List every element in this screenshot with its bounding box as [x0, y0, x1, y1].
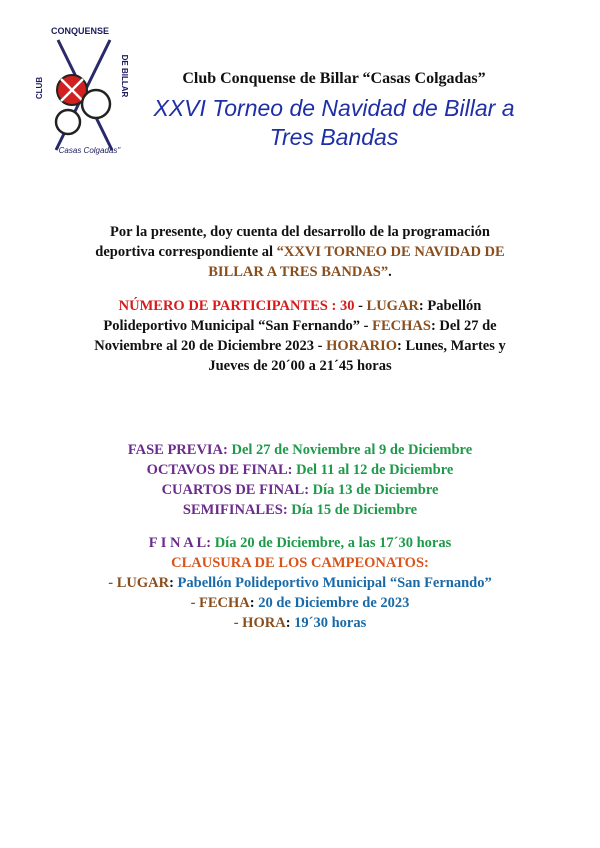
phase-dates: Día 13 de Diciembre [309, 482, 439, 498]
separator: - [314, 338, 327, 354]
intro-tournament-name: “XXVI TORNEO DE NAVIDAD DE [276, 244, 505, 260]
horario-label: HORARIO [326, 338, 397, 354]
closing-hora-value: 19´30 horas [294, 615, 367, 631]
closing-lugar-label: - LUGAR [108, 575, 170, 591]
closing-lugar-row [40, 573, 560, 593]
phase-row [40, 460, 560, 480]
intro-period: . [388, 264, 392, 280]
white-ball-icon [56, 110, 80, 134]
phase-label: FASE PREVIA: [127, 442, 228, 458]
logo-bottom-text: "Casas Colgadas" [55, 146, 121, 155]
final-value: Día 20 de Diciembre, a las 17´30 horas [211, 535, 452, 551]
closing-fecha-label: - FECHA [190, 595, 250, 611]
colon: : [249, 595, 259, 611]
phase-dates: Del 11 al 12 de Diciembre [292, 462, 454, 478]
closing-fecha-value: 20 de Diciembre de 2023 [258, 595, 410, 611]
phases-schedule [40, 440, 560, 520]
club-name: Club Conquense de Billar “Casas Colgadas” [182, 70, 486, 87]
final-label: F I N A L: [148, 535, 212, 551]
fechas-value: : Del 27 de [430, 318, 497, 334]
horario-value-cont: Jueves de 20´00 a 21´45 horas [208, 358, 392, 374]
tournament-title [134, 94, 534, 152]
logo-right-text: DE BILLAR [120, 54, 129, 98]
phase-label: CUARTOS DE FINAL: [161, 482, 310, 498]
lugar-value: : Pabellón [418, 298, 482, 314]
phase-dates: Día 15 de Diciembre [287, 502, 418, 518]
logo-left-text: CLUB [35, 76, 44, 100]
final-row [40, 533, 560, 553]
closing-hora-row [40, 613, 560, 633]
colon: : [169, 575, 178, 591]
tournament-title-line2: Tres Bandas [269, 124, 399, 150]
intro-tournament-name-cont: BILLAR A TRES BANDAS” [208, 264, 389, 280]
tournament-details [40, 296, 560, 376]
logo-top-text: CONQUENSE [50, 26, 110, 36]
phase-row [40, 500, 560, 520]
phase-label: OCTAVOS DE FINAL: [146, 462, 293, 478]
lugar-value-cont: Polideportivo Municipal “San Fernando” [103, 318, 361, 334]
club-logo [30, 18, 134, 158]
phase-label: SEMIFINALES: [182, 502, 288, 518]
final-and-closing [40, 533, 560, 633]
colon: : [285, 615, 295, 631]
participants-value: 30 [339, 298, 355, 314]
closing-title: CLAUSURA DE LOS CAMPEONATOS: [171, 555, 429, 571]
separator: - [354, 298, 367, 314]
closing-hora-label: - HORA [233, 615, 286, 631]
fechas-label: FECHAS [372, 318, 431, 334]
phase-dates: Del 27 de Noviembre al 9 de Diciembre [227, 442, 473, 458]
tournament-title-line1: XXVI Torneo de Navidad de Billar a [153, 95, 515, 121]
fechas-value-cont: Noviembre al 20 de Diciembre 2023 [94, 338, 314, 354]
phase-row [40, 440, 560, 460]
closing-fecha-row [40, 593, 560, 613]
participants-label: NÚMERO DE PARTICIPANTES : [118, 298, 340, 314]
horario-value: : Lunes, Martes y [397, 338, 506, 354]
white-ball-icon [82, 90, 110, 118]
intro-paragraph [40, 222, 560, 282]
separator: - [360, 318, 373, 334]
lugar-label: LUGAR [366, 298, 419, 314]
closing-lugar-value: Pabellón Polideportivo Municipal “San Fernando” [177, 575, 492, 591]
phase-row [40, 480, 560, 500]
intro-line2-prefix: deportiva correspondiente al [95, 244, 277, 260]
intro-line1: Por la presente, doy cuenta del desarrollo de la programación [110, 224, 490, 240]
